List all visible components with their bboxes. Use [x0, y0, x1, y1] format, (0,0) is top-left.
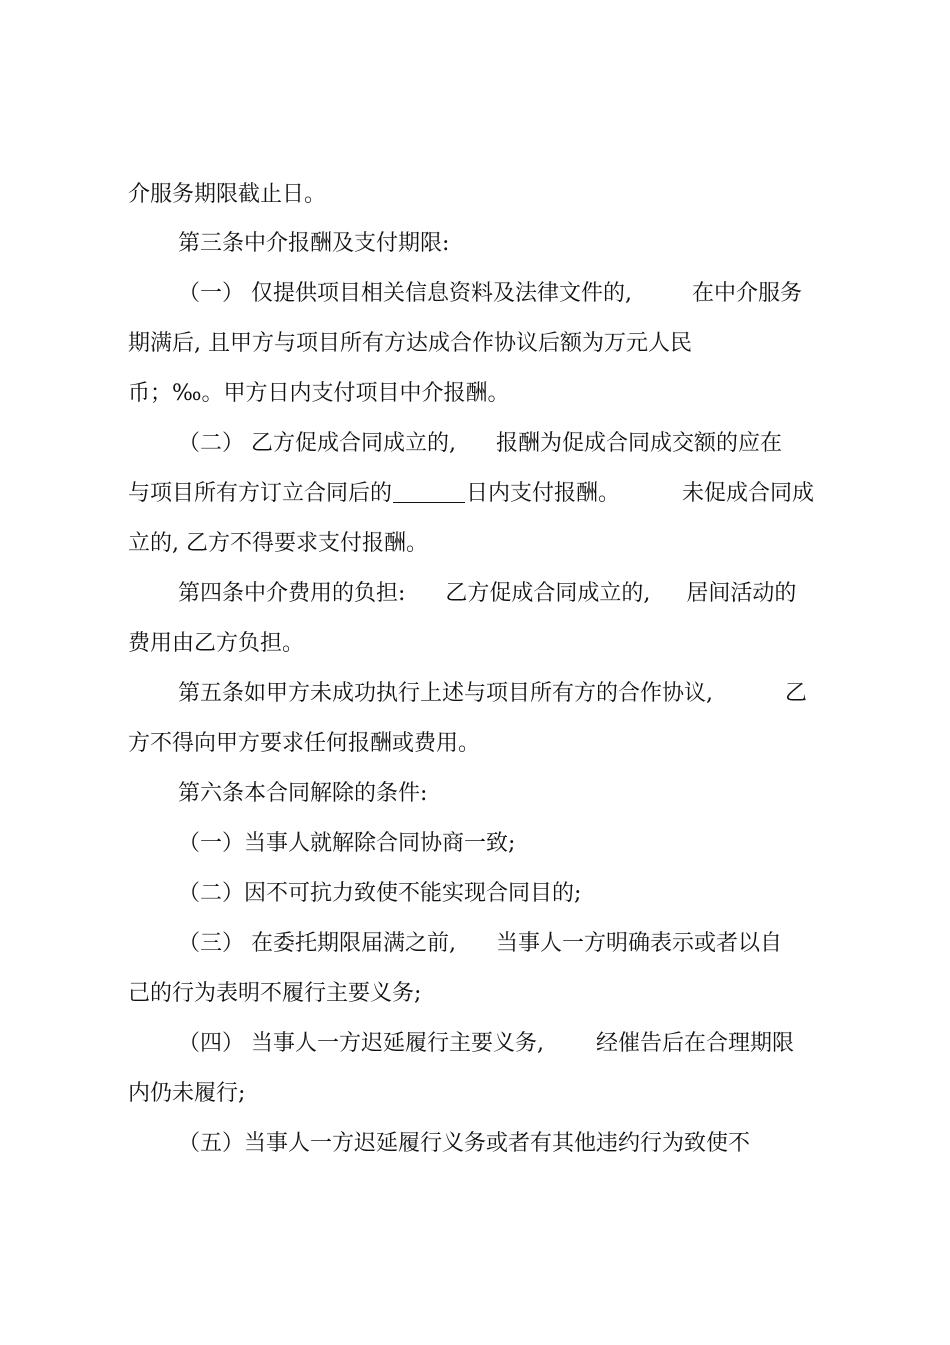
text-line	[128, 329, 692, 359]
text-segment: （二）因不可抗力致使不能实现合同目的;	[178, 881, 582, 906]
text-line	[128, 180, 326, 210]
article-heading	[178, 779, 427, 809]
text-line	[128, 1079, 245, 1109]
text-line	[178, 279, 802, 309]
text-segment: （三） 在委托期限届满之前,	[178, 931, 456, 956]
text-line	[178, 829, 515, 859]
text-segment: 方不得向甲方要求任何报酬或费用。	[128, 731, 481, 756]
text-segment: （五）当事人一方迟延履行义务或者有其他违约行为致使不	[178, 1131, 751, 1156]
text-segment: （一）当事人就解除合同协商一致;	[178, 831, 516, 856]
text-segment: （一） 仅提供项目相关信息资料及法律文件的,	[178, 281, 632, 306]
text-segment: 未促成合同成	[682, 481, 815, 506]
article-heading	[178, 679, 807, 709]
text-line	[178, 879, 581, 909]
text-segment: 第六条本合同解除的条件:	[178, 781, 428, 806]
text-line	[128, 729, 480, 759]
text-segment: 己的行为表明不履行主要义务;	[128, 981, 422, 1006]
text-segment: 内仍未履行;	[128, 1081, 246, 1106]
text-segment: （二） 乙方促成合同成立的,	[178, 431, 456, 456]
fill-in-blank	[393, 480, 465, 503]
text-line	[178, 1129, 750, 1159]
text-segment: 期满后, 且甲方与项目所有方达成合作协议后额为万元人民	[128, 331, 692, 356]
text-segment: 第四条中介费用的负担:	[178, 581, 406, 606]
text-line	[128, 479, 814, 509]
text-line	[128, 529, 428, 559]
text-segment: 日内支付报酬。	[466, 481, 621, 506]
text-segment: 第五条如甲方未成功执行上述与项目所有方的合作协议,	[178, 681, 713, 706]
text-segment: 在中介服务	[692, 281, 803, 306]
text-line	[128, 629, 304, 659]
text-segment: 居间活动的	[686, 581, 797, 606]
text-segment: 币；‰。甲方日内支付项目中介报酬。	[128, 381, 510, 406]
text-segment: 立的, 乙方不得要求支付报酬。	[128, 531, 428, 556]
text-line	[128, 979, 421, 1009]
text-line	[178, 1029, 794, 1059]
text-segment: 与项目所有方订立合同后的	[128, 481, 393, 506]
text-segment: 费用由乙方负担。	[128, 631, 305, 656]
text-segment: 经催告后在合理期限	[596, 1031, 795, 1056]
text-segment: 乙方促成合同成立的,	[445, 581, 651, 606]
text-line	[178, 429, 782, 459]
text-segment: 乙	[785, 681, 808, 706]
text-segment: 介服务期限截止日。	[128, 182, 327, 207]
text-segment: 第三条中介报酬及支付期限:	[178, 231, 450, 256]
text-segment: （四） 当事人一方迟延履行主要义务,	[178, 1031, 544, 1056]
text-line	[128, 379, 510, 409]
article-heading	[178, 579, 796, 609]
text-segment: 报酬为促成合同成交额的应在	[496, 431, 783, 456]
text-segment: 当事人一方明确表示或者以自	[496, 931, 783, 956]
article-heading	[178, 229, 449, 259]
text-line	[178, 929, 782, 959]
